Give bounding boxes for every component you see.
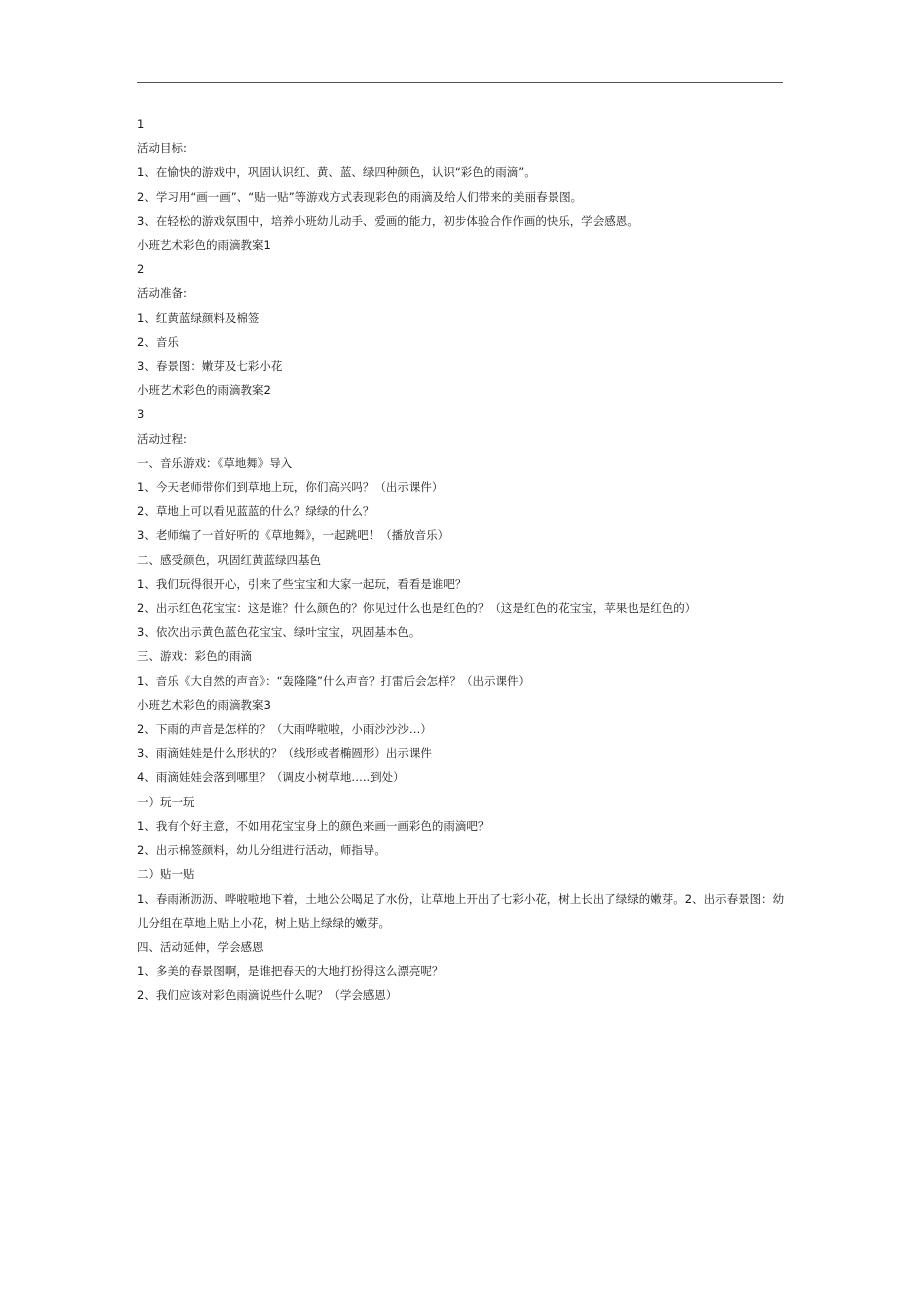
paragraph: 3、春景图：嫩芽及七彩小花 (137, 359, 283, 374)
section-number: 1 (137, 117, 145, 131)
paragraph: 3、老师编了一首好听的《草地舞》，一起跳吧！（播放音乐） (137, 528, 450, 543)
paragraph: 2、下雨的声音是怎样的？（大雨哗啦啦，小雨沙沙沙…） (137, 722, 432, 737)
paragraph: 1、今天老师带你们到草地上玩，你们高兴吗？（出示课件） (137, 480, 444, 495)
paragraph: 2、草地上可以看见蓝蓝的什么？绿绿的什么？ (137, 504, 375, 519)
paragraph: 1、我们玩得很开心，引来了些宝宝和大家一起玩，看看是谁吧？ (137, 576, 467, 591)
section-heading: 活动过程: (137, 431, 187, 446)
paragraph: 3、雨滴娃娃是什么形状的？（线形或者椭圆形）出示课件 (137, 746, 432, 761)
subsection-heading: 三、游戏：彩色的雨滴 (137, 649, 252, 664)
section-heading: 活动准备: (137, 286, 187, 301)
header-rule (137, 82, 783, 83)
subsection-heading: 二、感受颜色，巩固红黄蓝绿四基色 (137, 552, 321, 567)
subsection-heading: 四、活动延伸，学会感恩 (137, 939, 264, 954)
paragraph: 1、在愉快的游戏中，巩固认识红、黄、蓝、绿四种颜色，认识“彩色的雨滴”。 (137, 165, 536, 180)
lesson-plan-title: 小班艺术彩色的雨滴教案3 (137, 697, 271, 712)
subsection-heading: 一）玩一玩 (137, 794, 195, 809)
paragraph: 2、音乐 (137, 334, 179, 349)
paragraph: 1、多美的春景图啊，是谁把春天的大地打扮得这么漂亮呢？ (137, 964, 444, 979)
paragraph: 2、出示红色花宝宝：这是谁？什么颜色的？你见过什么也是红色的？（这是红色的花宝宝，苹果也是红色的） (137, 601, 697, 616)
subsection-heading: 二）贴一贴 (137, 867, 195, 882)
section-number: 3 (137, 407, 145, 422)
paragraph: 3、依次出示黄色蓝色花宝宝、绿叶宝宝，巩固基本色。 (137, 625, 421, 640)
paragraph: 1、红黄蓝绿颜料及棉签 (137, 310, 260, 325)
lesson-plan-title: 小班艺术彩色的雨滴教案1 (137, 238, 271, 253)
paragraph: 2、我们应该对彩色雨滴说些什么呢？（学会感恩） (137, 988, 398, 1003)
paragraph: 4、雨滴娃娃会落到哪里？（调皮小树草地…..到处） (137, 770, 405, 785)
paragraph: 1、音乐《大自然的声音》：“轰隆隆”什么声音？打雷后会怎样？（出示课件） (137, 673, 530, 688)
section-heading: 活动目标: (137, 141, 187, 156)
section-number: 2 (137, 262, 145, 277)
paragraph: 1、春雨淅沥沥、哗啦啦地下着，土地公公喝足了水份，让草地上开出了七彩小花，树上长出了绿绿的嫩芽。2、出示春景图：幼儿分组在草地上贴上小花，树上贴上绿绿的嫩芽。 (137, 891, 785, 930)
paragraph: 1、我有个好主意，不如用花宝宝身上的颜色来画一画彩色的雨滴吧？ (137, 818, 490, 833)
document-body (137, 112, 785, 1008)
paragraph: 2、学习用“画一画”、“贴一贴”等游戏方式表现彩色的雨滴及给人们带来的美丽春景图。 (137, 189, 583, 204)
paragraph: 3、在轻松的游戏氛围中，培养小班幼儿动手、爱画的能力，初步体验合作作画的快乐，学会感恩。 (137, 213, 639, 228)
subsection-heading: 一、音乐游戏：《草地舞》导入 (137, 455, 293, 470)
lesson-plan-title: 小班艺术彩色的雨滴教案2 (137, 383, 271, 398)
paragraph: 2、出示棉签颜料，幼儿分组进行活动，师指导。 (137, 843, 386, 858)
